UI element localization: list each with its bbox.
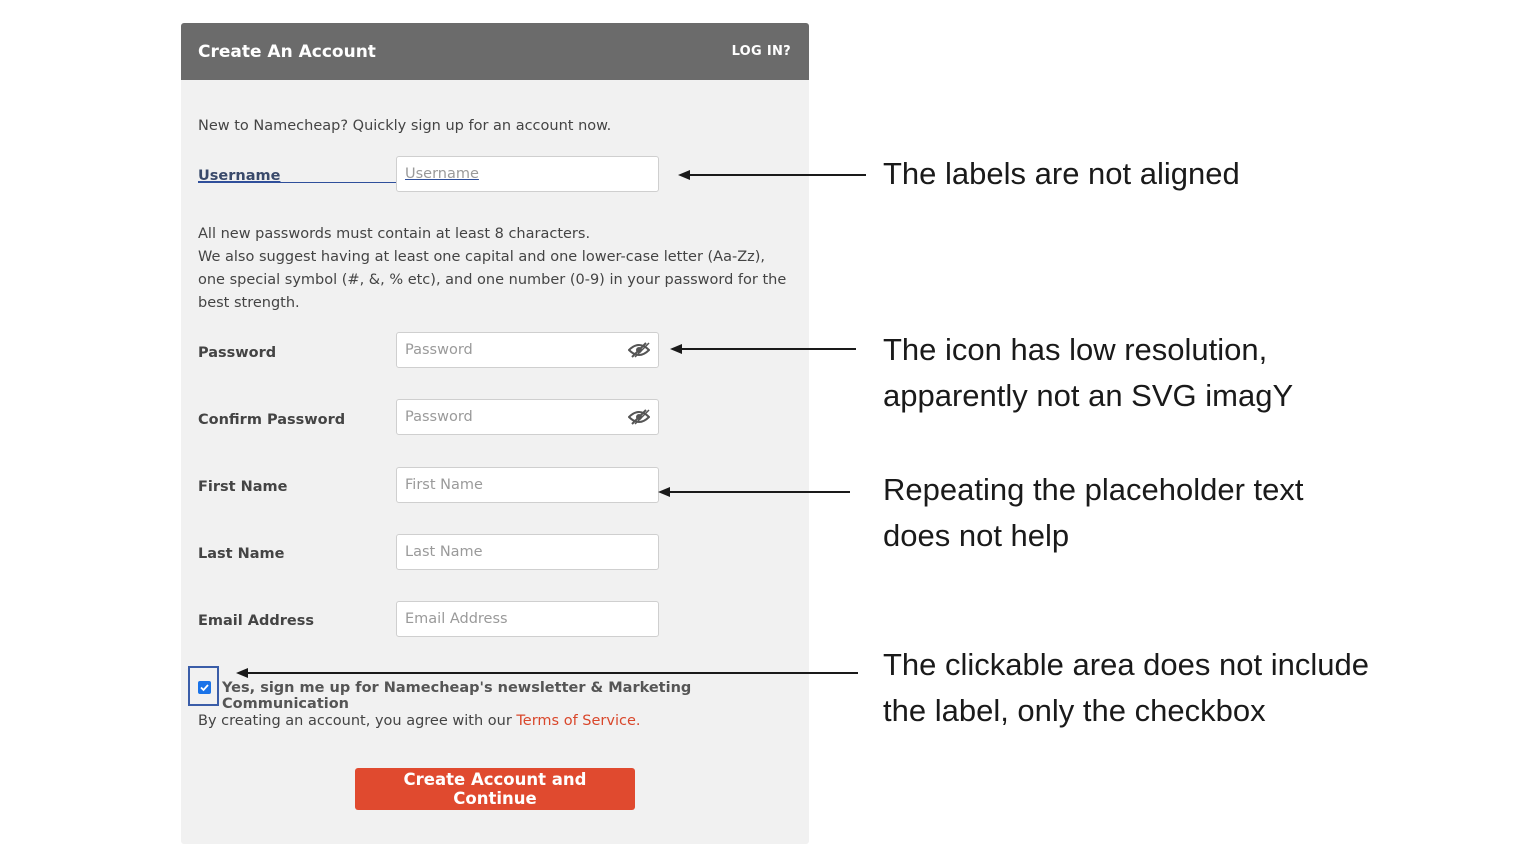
annotation-labels-not-aligned: [883, 151, 1240, 197]
password-rule-suggestion: We also suggest having at least one capital and one lower-case letter (Aa-Zz), one special symbol (#, &, % etc), and one number (0-9) in your password for the best strength.: [198, 249, 787, 311]
email-placeholder: Email Address: [405, 611, 508, 627]
first-name-input[interactable]: [396, 467, 659, 503]
create-account-button[interactable]: Create Account and Continue: [355, 768, 635, 810]
annotation-line: The labels are not aligned: [883, 156, 1240, 191]
annotation-clickable-area: [883, 642, 1369, 734]
last-name-input[interactable]: [396, 534, 659, 570]
annotation-line: the label, only the checkbox: [883, 693, 1266, 728]
first-name-label: First Name: [198, 479, 288, 495]
confirm-password-input[interactable]: [396, 399, 659, 435]
password-label: Password: [198, 345, 277, 361]
newsletter-checkbox[interactable]: [198, 681, 211, 694]
username-input[interactable]: [396, 156, 659, 192]
annotation-line: Repeating the placeholder text: [883, 472, 1304, 507]
annotation-line: apparently not an SVG imagY: [883, 378, 1294, 413]
first-name-placeholder: First Name: [405, 477, 483, 493]
username-label: Username: [198, 168, 281, 184]
annotation-arrow-labels: [676, 168, 868, 182]
password-rules: [198, 223, 788, 315]
eye-slash-icon[interactable]: [628, 341, 650, 359]
terms-text: [198, 713, 640, 729]
confirm-password-placeholder: Password: [405, 409, 473, 425]
checkmark-icon: [199, 682, 210, 693]
annotation-line: The icon has low resolution,: [883, 332, 1268, 367]
panel-header: [181, 23, 809, 80]
signup-panel: [181, 23, 809, 844]
username-placeholder: Username: [405, 166, 479, 182]
terms-of-service-link[interactable]: Terms of Service.: [516, 713, 641, 729]
newsletter-label: Yes, sign me up for Namecheap's newsletter & Marketing Communication: [222, 680, 692, 712]
eye-slash-icon[interactable]: [628, 408, 650, 426]
annotation-arrow-placeholder: [656, 485, 852, 499]
email-label: Email Address: [198, 613, 315, 629]
annotation-arrow-checkbox: [234, 666, 860, 680]
password-input[interactable]: [396, 332, 659, 368]
login-link[interactable]: LOG IN?: [731, 44, 791, 59]
last-name-label: Last Name: [198, 546, 285, 562]
annotation-line: does not help: [883, 518, 1070, 553]
terms-prefix: By creating an account, you agree with our: [198, 713, 517, 729]
password-placeholder: Password: [405, 342, 473, 358]
annotation-placeholder-repeat: [883, 467, 1304, 559]
last-name-placeholder: Last Name: [405, 544, 483, 560]
email-input[interactable]: [396, 601, 659, 637]
confirm-password-label: Confirm Password: [198, 412, 346, 428]
annotation-icon-resolution: [883, 327, 1293, 419]
annotation-arrow-icon: [668, 342, 858, 356]
password-rule-min-length: All new passwords must contain at least 8 characters.: [198, 226, 591, 242]
annotation-line: The clickable area does not include: [883, 647, 1369, 682]
intro-text: New to Namecheap? Quickly sign up for an account now.: [198, 118, 612, 134]
panel-title: Create An Account: [198, 41, 376, 62]
